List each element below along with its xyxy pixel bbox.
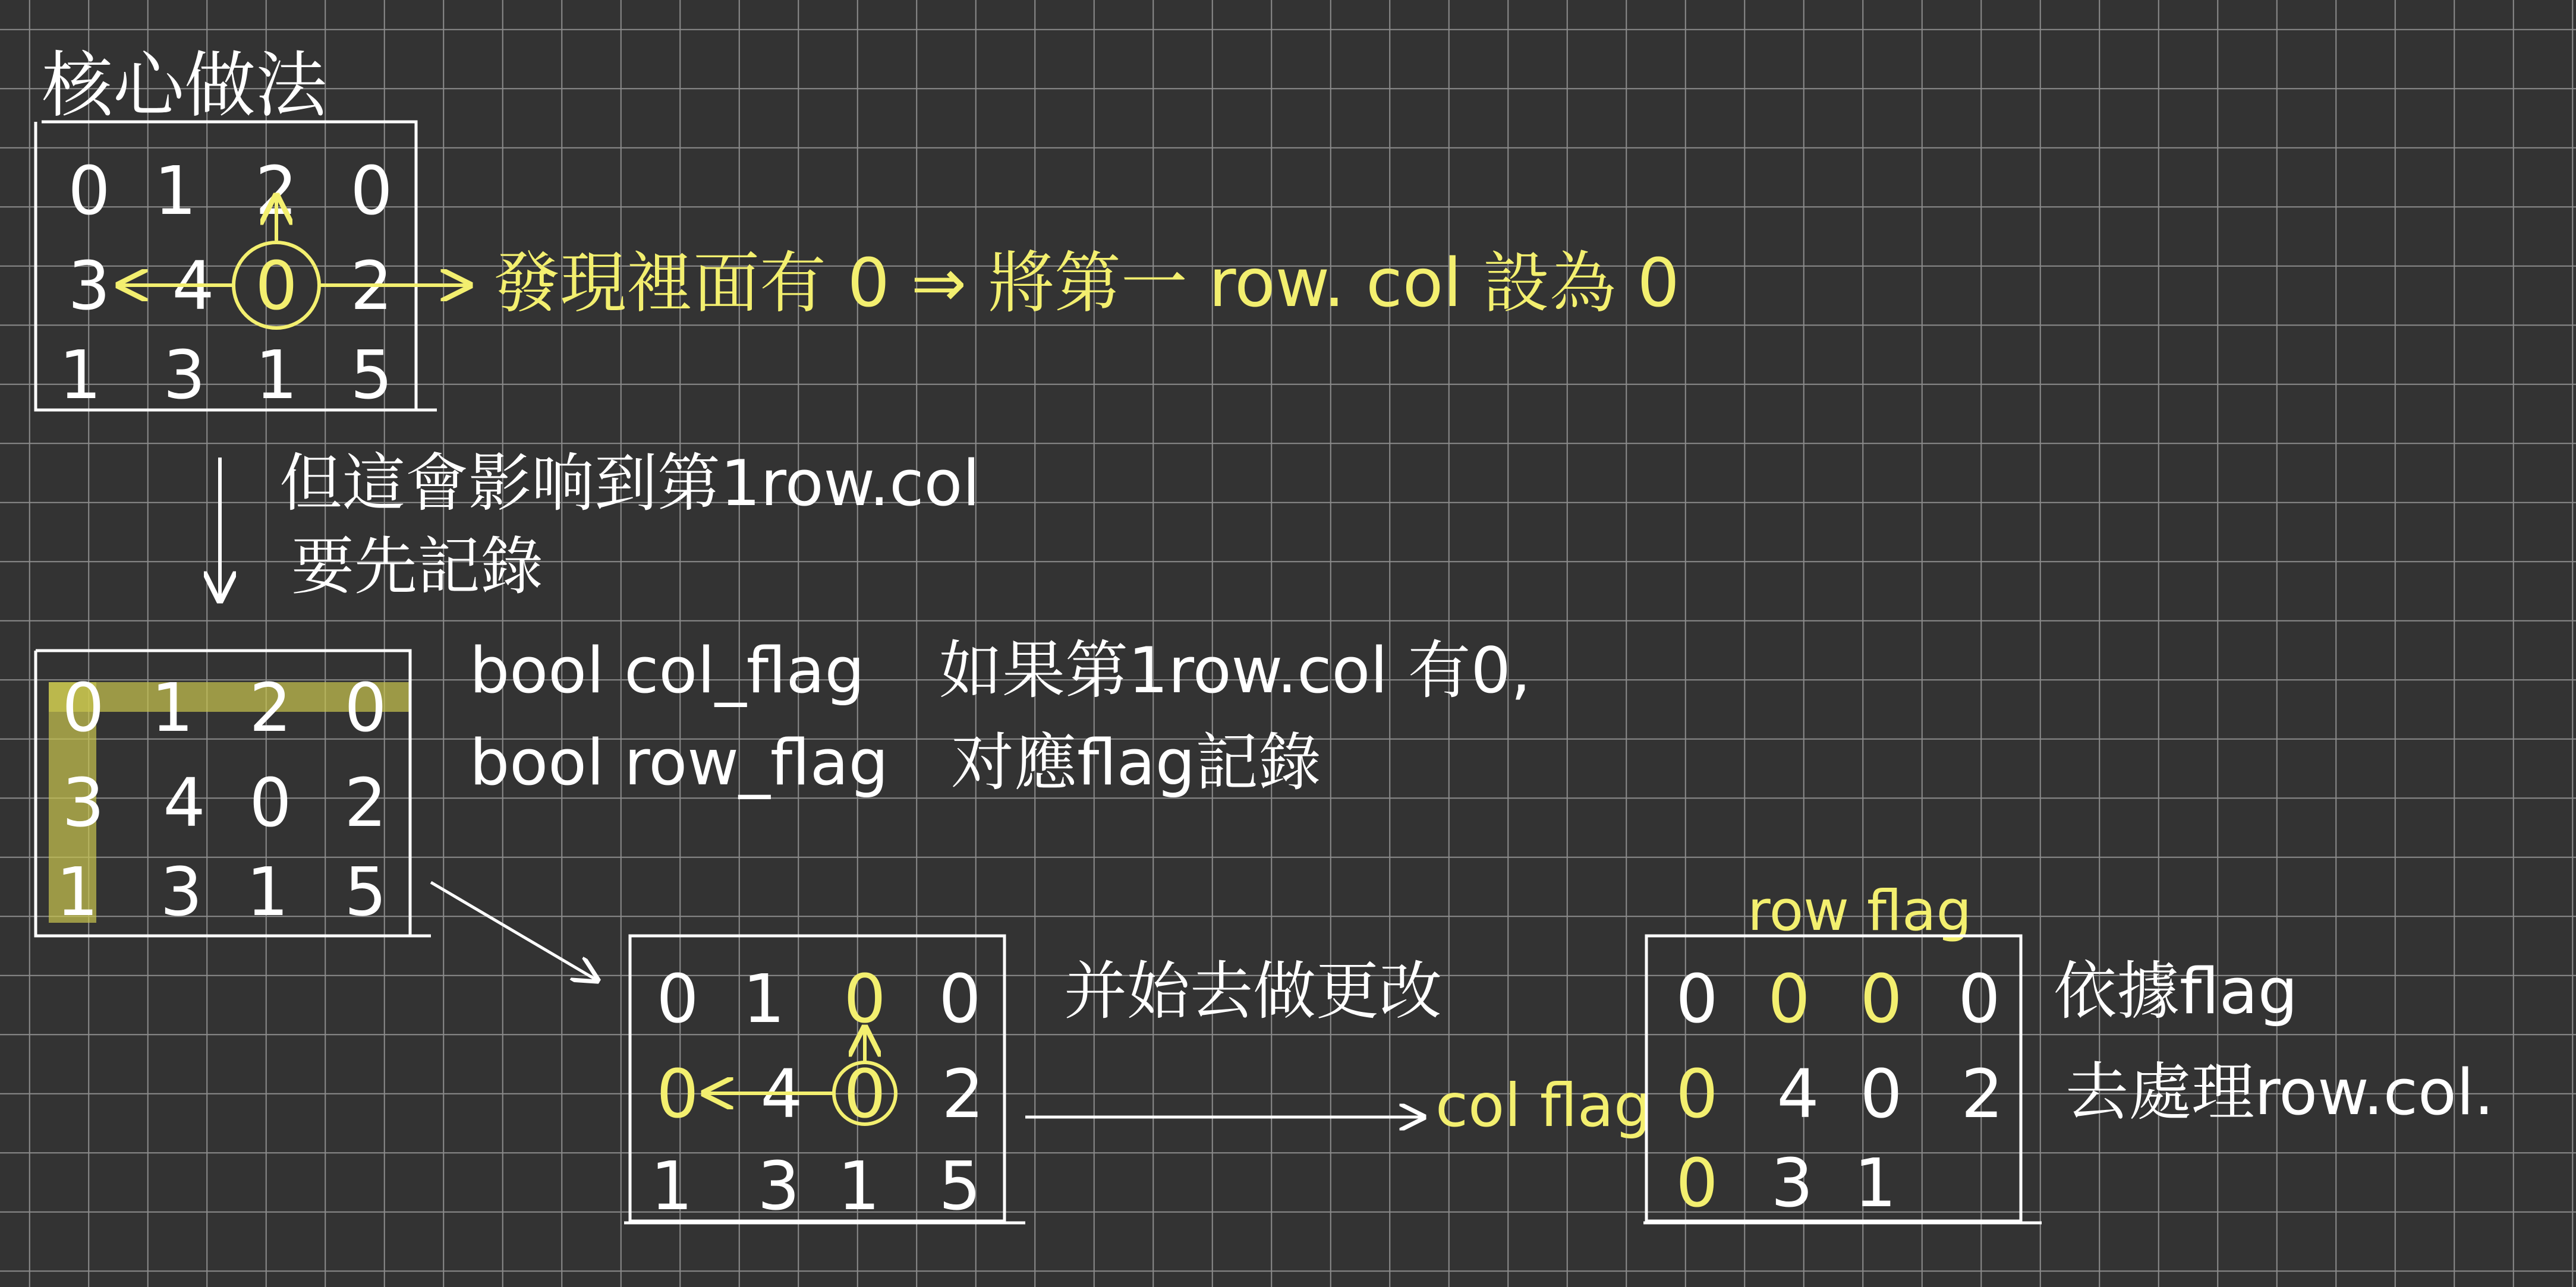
m4-r1c0: 0 [1676, 1056, 1718, 1133]
step1-note: 發現裡面有 0 ⇒ 將第一 row. col 設為 0 [493, 245, 1680, 322]
m2-r0c1: 1 [151, 670, 194, 747]
m1-r0c1: 1 [154, 153, 197, 230]
m2-r2c2: 1 [246, 854, 289, 931]
m2-r1c1: 4 [163, 765, 206, 842]
m2-r1c3: 2 [344, 765, 387, 842]
m3-r2c0: 1 [650, 1148, 693, 1225]
m4-r0c3: 0 [1958, 961, 2001, 1038]
step2-note-line2: 要先記錄 [291, 530, 543, 603]
m2-r0c0: 0 [62, 670, 105, 747]
m2-r2c3: 5 [344, 854, 387, 931]
m1-r1c1: 4 [172, 248, 215, 325]
step2-note-line1: 但這會影响到第1row.col [279, 447, 980, 520]
m4-r2c2: 1 [1854, 1145, 1897, 1222]
m1-r1c3: 2 [350, 248, 393, 325]
m3-r2c2: 1 [837, 1148, 880, 1225]
m1-r0c3: 0 [350, 153, 393, 230]
m2-r2c0: 1 [56, 854, 99, 931]
m2-r1c2: 0 [249, 765, 292, 842]
m3-r0c0: 0 [656, 961, 699, 1038]
m1-r2c1: 3 [163, 337, 206, 414]
m2-r2c1: 3 [160, 854, 203, 931]
m4-r0c2: 0 [1860, 961, 1903, 1038]
m1-r1c2: 0 [255, 248, 298, 325]
m4-r2c0: 0 [1676, 1145, 1718, 1222]
m3-r0c3: 0 [939, 961, 981, 1038]
m3-r0c1: 1 [742, 961, 785, 1038]
m3-r0c2: 0 [843, 961, 886, 1038]
m1-r1c0: 3 [68, 248, 111, 325]
m1-r2c2: 1 [255, 337, 298, 414]
m1-r0c0: 0 [68, 153, 111, 230]
m3-r1c3: 2 [941, 1056, 984, 1133]
m2-r0c2: 2 [249, 670, 292, 747]
title: 核心做法 [42, 45, 327, 127]
m4-r1c3: 2 [1961, 1056, 2004, 1133]
step4-note-line1: 依據flag [2054, 955, 2298, 1028]
col-flag-label: col flag [1435, 1071, 1652, 1140]
flag-col-decl: bool col_flag [470, 634, 865, 707]
explain-line1: 如果第1row.col 有0, [939, 634, 1531, 707]
m4-r1c1: 4 [1777, 1056, 1819, 1133]
m4-r1c2: 0 [1860, 1056, 1903, 1133]
step4-note-line2: 去處理row.col. [2065, 1056, 2495, 1129]
m1-r0c2: 2 [255, 153, 298, 230]
m3-r1c2: 0 [843, 1056, 886, 1133]
m2-r0c3: 0 [344, 670, 387, 747]
flag-row-decl: bool row_flag [470, 726, 889, 799]
m4-r2c1: 3 [1771, 1145, 1813, 1222]
m3-r2c1: 3 [757, 1148, 800, 1225]
step3-note: 并始去做更改 [1064, 955, 1442, 1028]
m3-r1c1: 4 [760, 1056, 803, 1133]
m4-r0c0: 0 [1676, 961, 1718, 1038]
explain-line2: 对應flag記錄 [951, 726, 1322, 799]
m4-r0c1: 0 [1768, 961, 1810, 1038]
m2-r1c0: 3 [62, 765, 105, 842]
m3-r1c0: 0 [656, 1056, 699, 1133]
m3-r2c3: 5 [939, 1148, 981, 1225]
m1-r2c0: 1 [59, 337, 102, 414]
m1-r2c3: 5 [350, 337, 393, 414]
row-flag-label: row flag [1747, 879, 1972, 944]
